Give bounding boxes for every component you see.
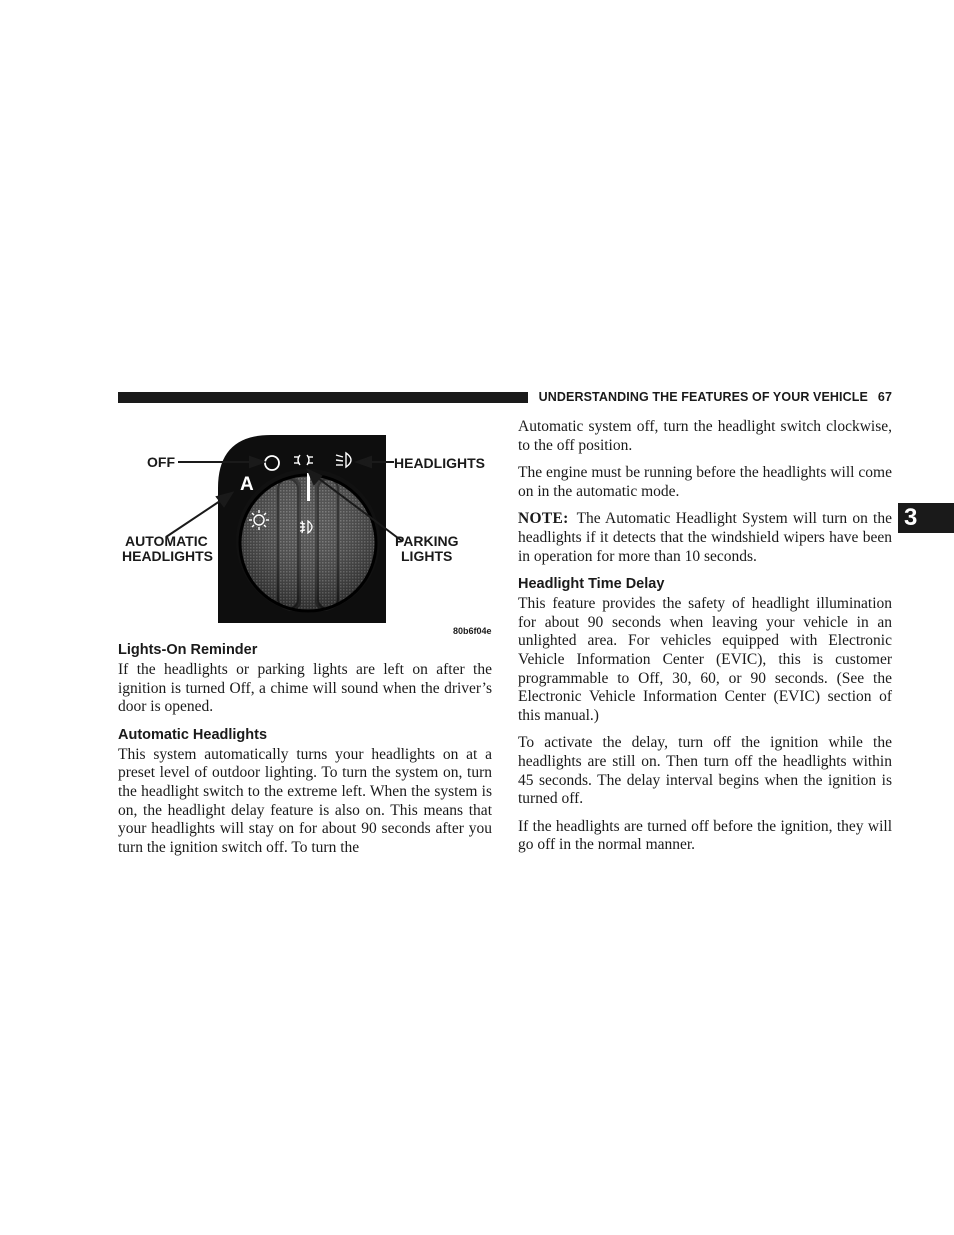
label-parking-line2: LIGHTS (401, 548, 453, 564)
left-column (118, 641, 492, 866)
running-header (538, 390, 892, 404)
paragraph-off-before-ignition: If the headlights are turned off before the ignition, they will go off in the normal manner. (518, 817, 892, 854)
note-text: The Automatic Headlight System will turn on the headlights if it detects that the windshield wipers have been in operation for more than 10 seconds. (518, 510, 892, 565)
paragraph-lights-on-reminder: If the headlights or parking lights are left on after the ignition is turned Off, a chime will sound when the driver’s door is opened. (118, 661, 492, 716)
header-rule (118, 392, 528, 403)
label-automatic-line1: AUTOMATIC (125, 533, 208, 549)
right-column (518, 418, 892, 864)
paragraph-time-delay: This feature provides the safety of headlight illumination for about 90 seconds when leaving your vehicle in an unlighted area. For vehicles equipped with Electronic Vehicle Information Center (EVIC), this is customer programmable to Off, 30, 60, or 90 seconds. (See the Electronic Vehicle Information Center (EVIC) section of this manual.) (518, 595, 892, 724)
label-parking-line1: PARKING (395, 533, 459, 549)
headlight-switch-illustration (118, 433, 496, 641)
rotary-dial (236, 469, 380, 613)
paragraph-activate-delay: To activate the delay, turn off the ignition while the headlights are still on. Then turn off the headlights within 45 seconds. The delay interval begins when the ignition is turned off. (518, 734, 892, 808)
paragraph-automatic-headlights: This system automatically turns your headlights on at a preset level of outdoor lighting. To turn the system on, turn the headlight switch to the extreme left. When the system is on, the headlight delay feature is also on. This means that your headlights will stay on for about 90 seconds after you turn the ignition switch off. To turn the (118, 745, 492, 856)
figure-code: 80b6f04e (453, 626, 492, 636)
dial-pointer (307, 473, 310, 501)
heading-automatic-headlights: Automatic Headlights (118, 726, 268, 743)
heading-lights-on-reminder: Lights-On Reminder (118, 642, 258, 658)
heading-headlight-time-delay: Headlight Time Delay (518, 576, 665, 593)
auto-mode-icon: A (240, 474, 254, 495)
chapter-tab: 3 (898, 503, 954, 533)
headlight-switch-figure (118, 433, 496, 641)
label-automatic-line2: HEADLIGHTS (122, 548, 213, 564)
label-headlights: HEADLIGHTS (394, 455, 485, 471)
note-label: NOTE: (518, 510, 569, 528)
label-off: OFF (147, 454, 175, 470)
paragraph-engine-running: The engine must be running before the headlights will come on in the automatic mode. (518, 464, 892, 500)
paragraph-auto-continued: Automatic system off, turn the headlight switch clockwise, to the off position. (518, 418, 892, 454)
section-title: UNDERSTANDING THE FEATURES OF YOUR VEHICLE (538, 390, 868, 404)
page-number: 67 (877, 390, 892, 404)
note-paragraph (518, 510, 892, 566)
